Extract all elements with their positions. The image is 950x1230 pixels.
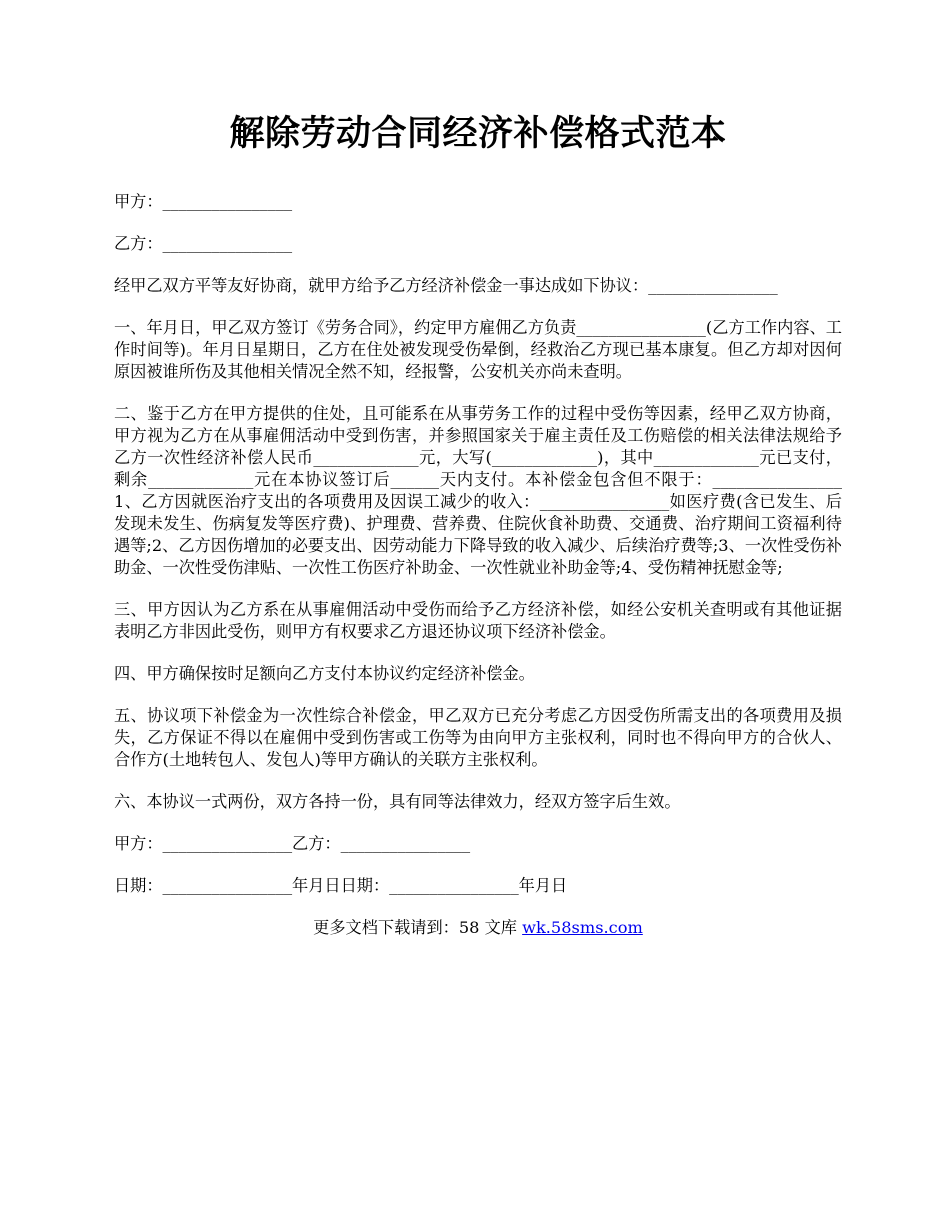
clause-5: 五、协议项下补偿金为一次性综合补偿金，甲乙双方已充分考虑乙方因受伤所需支出的各项费用及损失，乙方保证不得以在雇佣中受到伤害或工伤等为由向甲方主张权利，同时也不得向甲方的合伙人、合作方(土地转包人、发包人)等甲方确认的关联方主张权利。 <box>114 706 842 769</box>
clause-3: 三、甲方因认为乙方系在从事雇佣活动中受伤而给予乙方经济补偿，如经公安机关查明或有其他证据表明乙方非因此受伤，则甲方有权要求乙方退还协议项下经济补偿金。 <box>114 600 842 641</box>
date-line: 日期：________________年月日日期：________________年月日 <box>114 876 568 895</box>
party-b-line: 乙方：________________ <box>114 234 293 253</box>
clause-6: 六、本协议一式两份，双方各持一份，具有同等法律效力，经双方签字后生效。 <box>114 792 681 811</box>
signature-line: 甲方：________________乙方：________________ <box>114 834 471 853</box>
clause-4: 四、甲方确保按时足额向乙方支付本协议约定经济补偿金。 <box>114 664 535 683</box>
clause-1: 一、年月日，甲乙双方签订《劳务合同》，约定甲方雇佣乙方负责________________(乙方工作内容、工作时间等)。年月日星期日，乙方在住处被发现受伤晕倒，经救治乙方现已基本康复。但乙方却对因何原因被谁所伤及其他相关情况全然不知，经报警，公安机关亦尚未查明。 <box>114 318 842 381</box>
footer-link[interactable]: wk.58sms.com <box>522 918 643 937</box>
document-page <box>114 110 842 959</box>
footer-prefix: 更多文档下载请到：58 文库 <box>313 918 523 937</box>
clause-2: 二、鉴于乙方在甲方提供的住处，且可能系在从事劳务工作的过程中受伤等因素，经甲乙双方协商，甲方视为乙方在从事雇佣活动中受到伤害，并参照国家关于雇主责任及工伤赔偿的相关法律法规给予乙方一次性经济补偿人民币_____________元，大写(_____________)，其中_____________元已支付，剩余_____________元在本协议签订后______天内支付。本补偿金包含但不限于：________________1、乙方因就医治疗支出的各项费用及因误工减少的收入：________________如医疗费(含已发生、后发现未发生、伤病复发等医疗费)、护理费、营养费、住院伙食补助费、交通费、治疗期间工资福利待遇等;2、乙方因伤增加的必要支出、因劳动能力下降导致的收入减少、后续治疗费等;3、一次性受伤补助金、一次性受伤津贴、一次性工伤医疗补助金、一次性就业补助金等;4、受伤精神抚慰金等; <box>114 404 842 577</box>
intro-paragraph: 经甲乙双方平等友好协商，就甲方给予乙方经济补偿金一事达成如下协议：________________ <box>114 276 778 295</box>
footer-note <box>114 917 842 939</box>
party-a-line: 甲方：________________ <box>114 192 293 211</box>
document-title: 解除劳动合同经济补偿格式范本 <box>229 113 727 154</box>
